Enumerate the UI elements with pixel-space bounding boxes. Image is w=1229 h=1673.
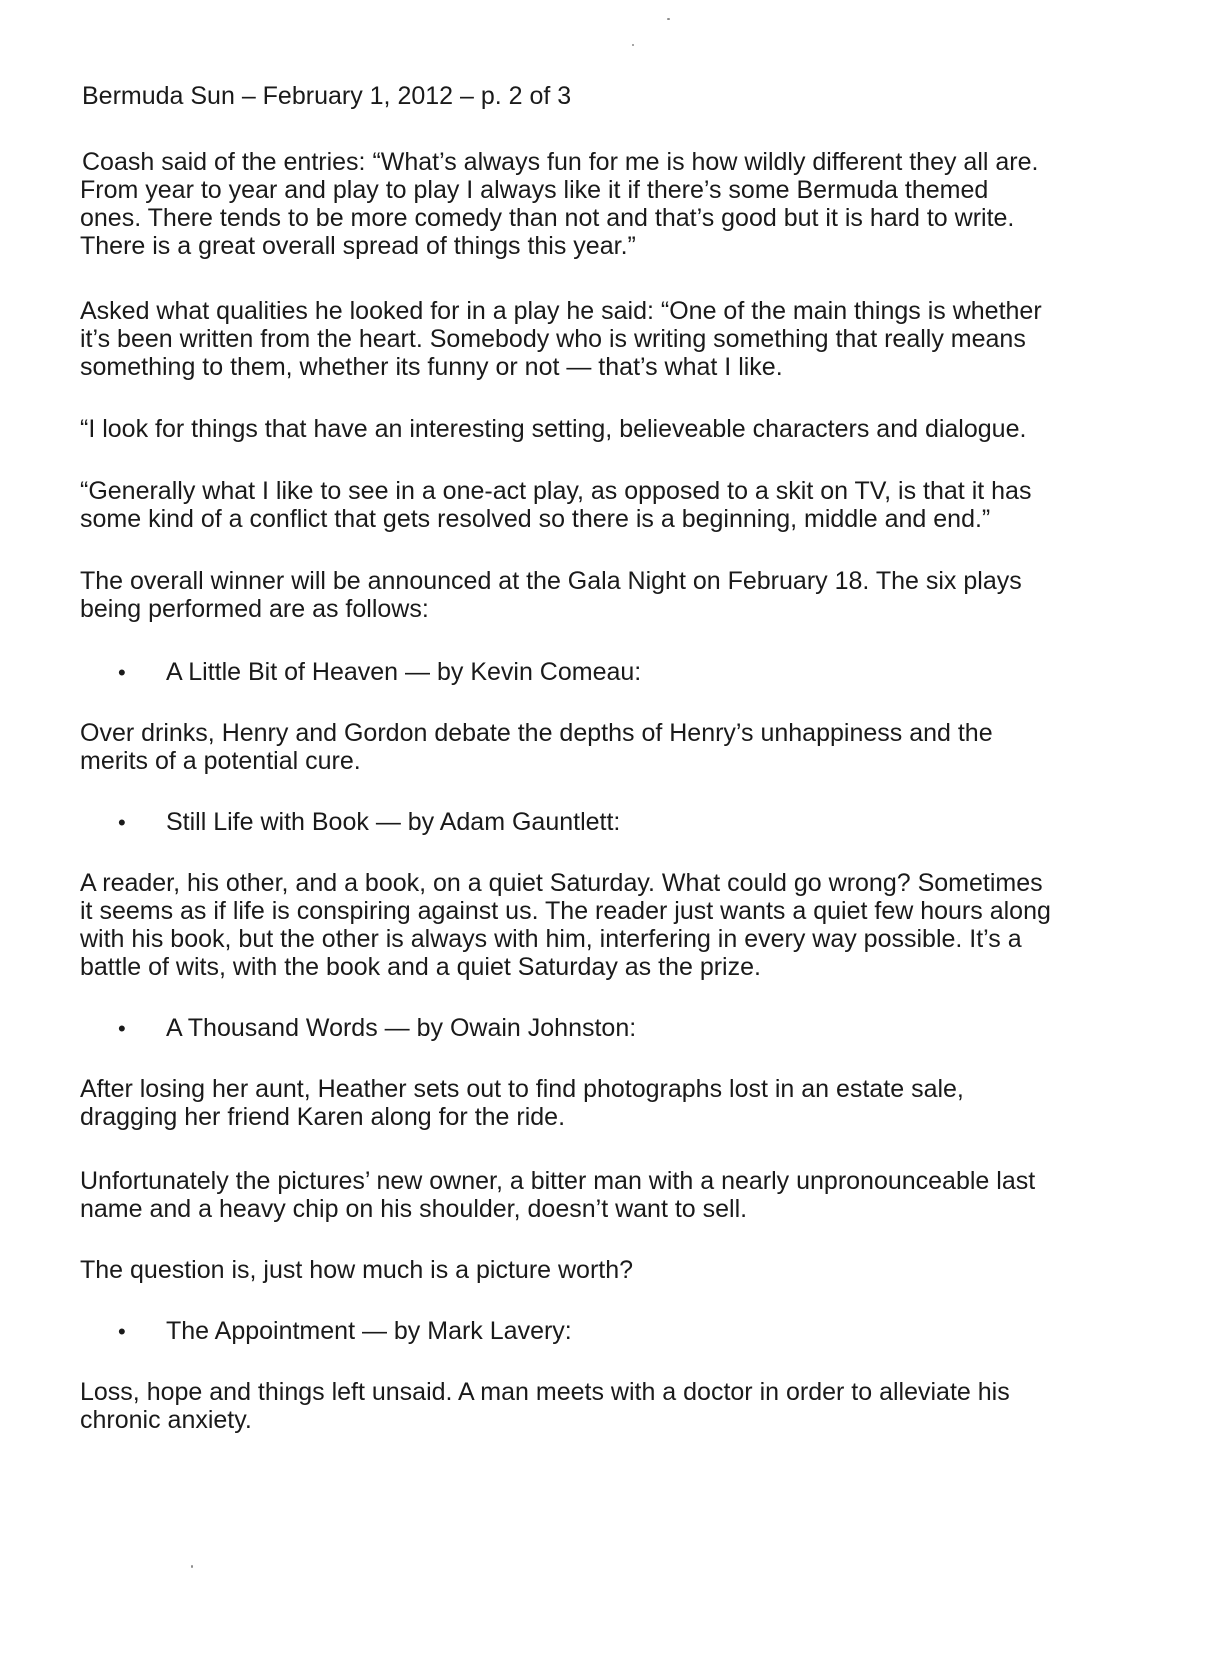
- paragraph-2-line-1: Asked what qualities he looked for in a play he said: “One of the main things is whether: [80, 297, 1042, 325]
- scan-speck: [191, 1565, 193, 1568]
- paragraph-1-line-2: From year to year and play to play I always like it if there’s some Bermuda themed: [80, 176, 989, 204]
- play-description-line: dragging her friend Karen along for the ride.: [80, 1103, 566, 1131]
- play-list-item: [118, 1014, 636, 1043]
- bullet-icon: •: [118, 1319, 126, 1344]
- play-list-item: [118, 658, 641, 687]
- play-title: A Thousand Words — by Owain Johnston:: [166, 1014, 637, 1042]
- paragraph-2-line-2: it’s been written from the heart. Somebody who is writing something that really means: [80, 325, 1026, 353]
- play-description-line: Over drinks, Henry and Gordon debate the depths of Henry’s unhappiness and the: [80, 719, 993, 747]
- play-list-item: [118, 808, 620, 837]
- play-description-line: The question is, just how much is a picture worth?: [80, 1256, 634, 1284]
- paragraph-1-line-3: ones. There tends to be more comedy than not and that’s good but it is hard to write.: [80, 204, 1015, 232]
- paragraph-2-line-3: something to them, whether its funny or not — that’s what I like.: [80, 353, 783, 381]
- paragraph-4-line-2: some kind of a conflict that gets resolved so there is a beginning, middle and end.”: [80, 505, 991, 533]
- play-description-line: A reader, his other, and a book, on a quiet Saturday. What could go wrong? Sometimes: [80, 869, 1043, 897]
- paragraph-1-line-1: Coash said of the entries: “What’s always fun for me is how wildly different they all are.: [82, 148, 1039, 176]
- play-description-line: it seems as if life is conspiring against us. The reader just wants a quiet few hours along: [80, 897, 1051, 925]
- paragraph-5-line-2: being performed are as follows:: [80, 595, 429, 623]
- bullet-icon: •: [118, 660, 126, 685]
- bullet-icon: •: [118, 810, 126, 835]
- bullet-icon: •: [118, 1016, 126, 1041]
- play-title: The Appointment — by Mark Lavery:: [166, 1317, 572, 1345]
- play-title: Still Life with Book — by Adam Gauntlett:: [166, 808, 621, 836]
- play-description-line: Loss, hope and things left unsaid. A man meets with a doctor in order to alleviate his: [80, 1378, 1010, 1406]
- play-description-line: merits of a potential cure.: [80, 747, 361, 775]
- paragraph-1-line-4: There is a great overall spread of things this year.”: [80, 232, 636, 260]
- play-description-line: After losing her aunt, Heather sets out to find photographs lost in an estate sale,: [80, 1075, 964, 1103]
- play-description-line: with his book, but the other is always with him, interfering in every way possible. It’s a: [80, 925, 1022, 953]
- play-description-line: Unfortunately the pictures’ new owner, a bitter man with a nearly unpronounceable last: [80, 1167, 1036, 1195]
- play-description-line: name and a heavy chip on his shoulder, doesn’t want to sell.: [80, 1195, 748, 1223]
- play-title: A Little Bit of Heaven — by Kevin Comeau:: [166, 658, 642, 686]
- paragraph-4-line-1: “Generally what I like to see in a one-act play, as opposed to a skit on TV, is that it has: [80, 477, 1032, 505]
- paragraph-3: “I look for things that have an interesting setting, believeable characters and dialogue.: [80, 415, 1027, 443]
- play-description-line: battle of wits, with the book and a quiet Saturday as the prize.: [80, 953, 761, 981]
- paragraph-5-line-1: The overall winner will be announced at the Gala Night on February 18. The six plays: [80, 567, 1022, 595]
- scan-speck: [667, 18, 670, 20]
- play-description-line: chronic anxiety.: [80, 1406, 252, 1434]
- document-header: Bermuda Sun – February 1, 2012 – p. 2 of 3: [82, 82, 572, 110]
- play-list-item: [118, 1317, 572, 1346]
- scan-speck: [632, 44, 634, 46]
